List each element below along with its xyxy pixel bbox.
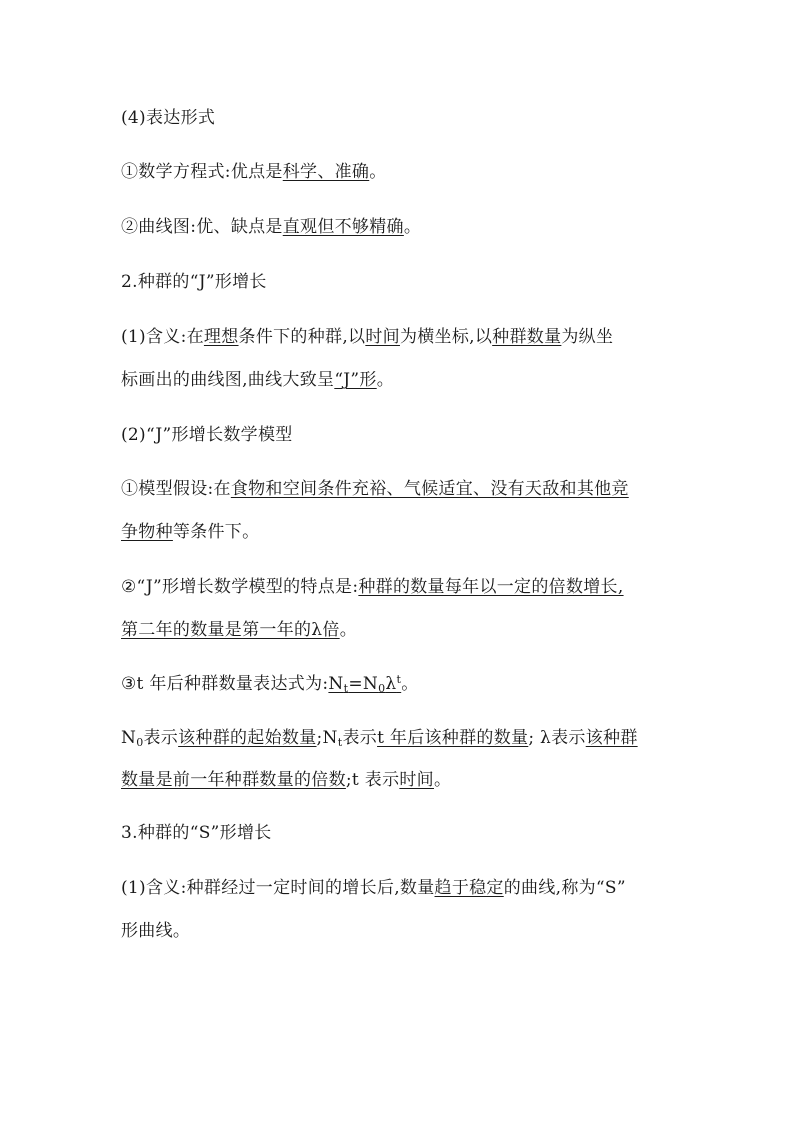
answer-blank: 该种群的起始数量 (178, 728, 317, 748)
answer-blank: t 年后该种群的数量 (377, 728, 529, 748)
subscript: t (343, 682, 349, 695)
text: 为纵坐 (561, 327, 614, 347)
subscript: t (337, 736, 343, 749)
answer-blank: 科学、准确 (282, 162, 370, 182)
text: 为横坐标,以 (399, 327, 493, 347)
answer-blank: 趋于稳定 (434, 878, 504, 898)
superscript: t (396, 673, 402, 686)
model-feature-line-1 (121, 576, 624, 598)
text: N (328, 674, 344, 694)
text: (1)含义:在 (121, 327, 204, 347)
text: 的曲线,称为“S” (503, 878, 626, 898)
item-end: 。 (403, 217, 422, 237)
text: 条件下的种群,以 (238, 327, 366, 347)
text: ;N (316, 728, 338, 748)
j-definition-line-1 (121, 326, 613, 348)
item-math-equation (121, 161, 387, 183)
section-2-heading (121, 271, 267, 293)
heading-text: (4)表达形式 (121, 108, 216, 128)
text: 表示 (342, 728, 378, 748)
text: ②“J”形增长数学模型的特点是: (121, 577, 359, 597)
text: ③t 年后种群数量表达式为: (121, 674, 329, 694)
model-feature-line-2 (121, 619, 357, 641)
text: (1)含义:种群经过一定时间的增长后,数量 (121, 878, 435, 898)
item-lead: ①数学方程式:优点是 (121, 162, 283, 182)
text: 。 (376, 370, 395, 390)
text: 。 (433, 770, 452, 790)
formula-legend-line-1 (121, 727, 638, 749)
text: 。 (339, 620, 357, 640)
formula-answer (328, 674, 401, 694)
section-4-heading (121, 107, 215, 129)
answer-blank: 直观但不够精确 (282, 217, 404, 237)
j-definition-line-2 (121, 369, 394, 391)
item-lead: ②曲线图:优、缺点是 (121, 217, 283, 237)
answer-blank: 争物种 (121, 522, 173, 542)
s-definition-line-2 (121, 920, 190, 942)
answer-blank: 种群的数量每年以一定的倍数增长, (358, 577, 624, 597)
section-3-heading (121, 822, 272, 844)
model-assumption-line-1 (121, 478, 629, 500)
heading-text: 2.种群的“J”形增长 (121, 272, 267, 292)
formula-line (121, 673, 419, 695)
j-model-heading (121, 424, 293, 446)
text: 。 (401, 674, 419, 694)
text: ①模型假设:在 (121, 479, 231, 499)
answer-blank: “J”形 (334, 370, 377, 390)
answer-blank: 时间 (365, 327, 400, 347)
subscript: 0 (136, 736, 144, 749)
answer-blank: 理想 (203, 327, 239, 347)
formula-legend-line-2 (121, 769, 451, 791)
text: 表示 (143, 728, 179, 748)
answer-blank: 食物和空间条件充裕、气候适宜、没有天敌和其他竞 (230, 479, 629, 499)
text: 等条件下。 (172, 522, 260, 542)
text: 标画出的曲线图,曲线大致呈 (121, 370, 335, 390)
answer-blank: 时间 (399, 770, 434, 790)
text: N (121, 728, 137, 748)
s-definition-line-1 (121, 877, 626, 899)
answer-blank: 第二年的数量是第一年的λ倍 (121, 620, 340, 640)
answer-blank: 种群数量 (492, 327, 562, 347)
text: ;t 表示 (345, 770, 400, 790)
heading-text: (2)“J”形增长数学模型 (121, 425, 293, 445)
text: =N (348, 674, 379, 694)
text: ; λ表示 (528, 728, 586, 748)
subscript: 0 (378, 682, 386, 695)
text: λ (385, 674, 397, 694)
heading-text: 3.种群的“S”形增长 (121, 823, 272, 843)
item-curve-graph (121, 216, 421, 238)
answer-blank: 数量是前一年种群数量的倍数 (121, 770, 346, 790)
answer-blank: 该种群 (585, 728, 638, 748)
item-end: 。 (369, 162, 387, 182)
model-assumption-line-2 (121, 521, 259, 543)
text: 形曲线。 (121, 921, 191, 941)
